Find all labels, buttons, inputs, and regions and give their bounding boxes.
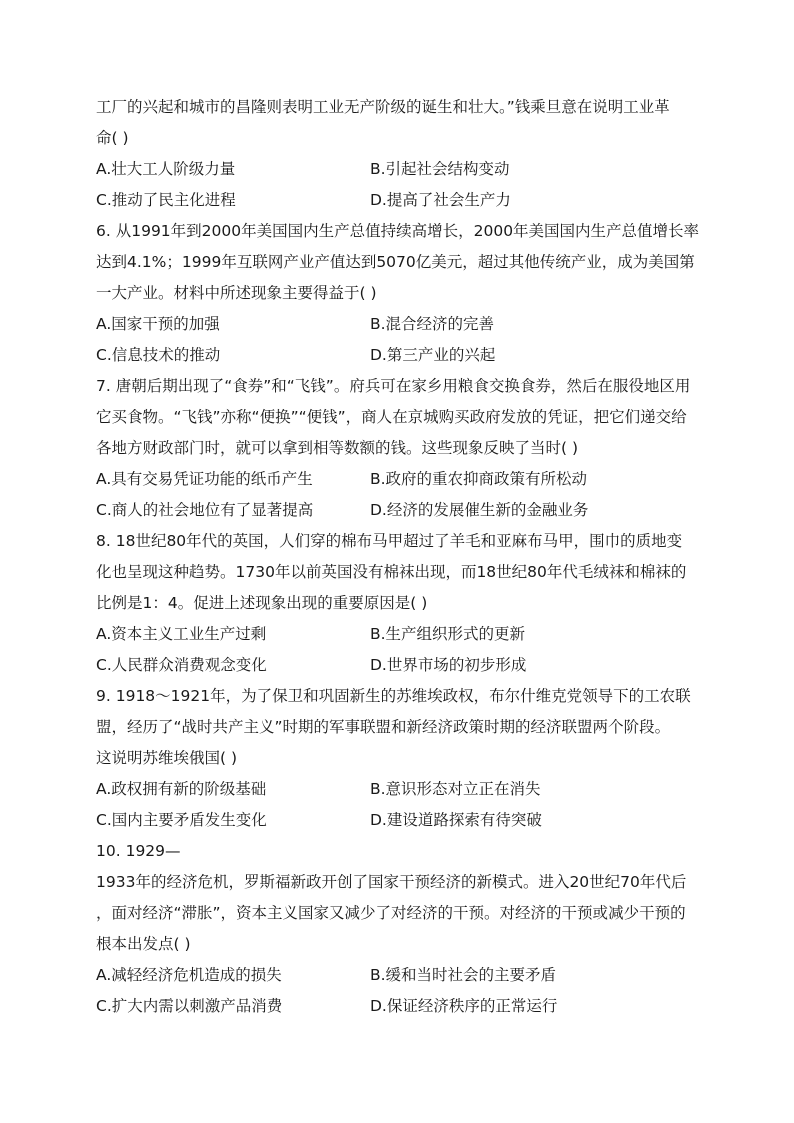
option-d: D.提高了社会生产力 [370, 191, 511, 209]
options-row [96, 805, 706, 836]
question-10 [96, 836, 706, 1022]
options-row [96, 154, 706, 185]
option-a: A.政权拥有新的阶级基础 [96, 780, 267, 798]
option-a: A.国家干预的加强 [96, 315, 220, 333]
question-stem-line: 8. 18世纪80年代的英国，人们穿的棉布马甲超过了羊毛和亚麻布马甲，围巾的质地变 [96, 532, 683, 550]
option-b: B.政府的重农抑商政策有所松动 [370, 470, 588, 488]
option-c: C.信息技术的推动 [96, 346, 221, 364]
question-5 [96, 92, 706, 216]
option-a: A.壮大工人阶级力量 [96, 160, 236, 178]
option-b: B.引起社会结构变动 [370, 160, 510, 178]
question-8 [96, 526, 706, 681]
option-a: A.减轻经济危机造成的损失 [96, 966, 282, 984]
options-row [96, 960, 706, 991]
options-row [96, 650, 706, 681]
options-row [96, 464, 706, 495]
option-c: C.人民群众消费观念变化 [96, 656, 267, 674]
option-a: A.具有交易凭证功能的纸币产生 [96, 470, 313, 488]
question-stem-line: ，面对经济“滞胀”，资本主义国家又减少了对经济的干预。对经济的干预或减少干预的 [96, 904, 686, 922]
option-b: B.缓和当时社会的主要矛盾 [370, 966, 557, 984]
question-stem-line: 9. 1918～1921年，为了保卫和巩固新生的苏维埃政权，布尔什维克党领导下的工农联 [96, 687, 691, 705]
option-b: B.混合经济的完善 [370, 315, 495, 333]
question-stem-line: 盟，经历了“战时共产主义”时期的军事联盟和新经济政策时期的经济联盟两个阶段。 [96, 718, 671, 736]
question-stem-line: 命( ) [96, 129, 129, 147]
options-row [96, 619, 706, 650]
options-row [96, 495, 706, 526]
options-row [96, 309, 706, 340]
option-d: D.世界市场的初步形成 [370, 656, 527, 674]
option-d: D.建设道路探索有待突破 [370, 811, 542, 829]
options-row [96, 991, 706, 1022]
options-row [96, 774, 706, 805]
question-stem-line: 化也呈现这种趋势。1730年以前英国没有棉袜出现，而18世纪80年代毛绒袜和棉袜的 [96, 563, 687, 581]
option-c: C.扩大内需以刺激产品消费 [96, 997, 283, 1015]
option-a: A.资本主义工业生产过剩 [96, 625, 267, 643]
question-stem-line: 一大产业。材料中所述现象主要得益于( ) [96, 284, 377, 302]
question-stem-line: 10. 1929— [96, 842, 181, 860]
question-stem-line: 它买食物。“飞钱”亦称“便换”“便钱”，商人在京城购买政府发放的凭证，把它们递交给 [96, 408, 687, 426]
option-b: B.意识形态对立正在消失 [370, 780, 541, 798]
question-stem-line: 这说明苏维埃俄国( ) [96, 749, 238, 767]
option-d: D.保证经济秩序的正常运行 [370, 997, 558, 1015]
option-d: D.第三产业的兴起 [370, 346, 496, 364]
question-stem-line: 达到4.1%；1999年互联网产业产值达到5070亿美元，超过其他传统产业，成为美国第 [96, 253, 695, 271]
option-b: B.生产组织形式的更新 [370, 625, 526, 643]
question-stem-line: 工厂的兴起和城市的昌隆则表明工业无产阶级的诞生和壮大。”钱乘旦意在说明工业革 [96, 98, 670, 116]
option-c: C.推动了民主化进程 [96, 191, 236, 209]
question-stem-line: 各地方财政部门时，就可以拿到相等数额的钱。这些现象反映了当时( ) [96, 439, 579, 457]
question-6 [96, 216, 706, 371]
question-stem-line: 比例是1：4。促进上述现象出现的重要原因是( ) [96, 594, 428, 612]
question-stem-line: 根本出发点( ) [96, 935, 191, 953]
option-c: C.商人的社会地位有了显著提高 [96, 501, 314, 519]
option-d: D.经济的发展催生新的金融业务 [370, 501, 589, 519]
question-stem-line: 7. 唐朝后期出现了“食券”和“飞钱”。府兵可在家乡用粮食交换食券，然后在服役地区用 [96, 377, 691, 395]
options-row [96, 340, 706, 371]
question-7 [96, 371, 706, 526]
question-stem-line: 6. 从1991年到2000年美国国内生产总值持续高增长，2000年美国国内生产总值增长率 [96, 222, 700, 240]
options-row [96, 185, 706, 216]
exam-page [96, 92, 706, 1022]
question-9 [96, 681, 706, 836]
option-c: C.国内主要矛盾发生变化 [96, 811, 267, 829]
question-stem-line: 1933年的经济危机，罗斯福新政开创了国家干预经济的新模式。进入20世纪70年代后 [96, 873, 687, 891]
